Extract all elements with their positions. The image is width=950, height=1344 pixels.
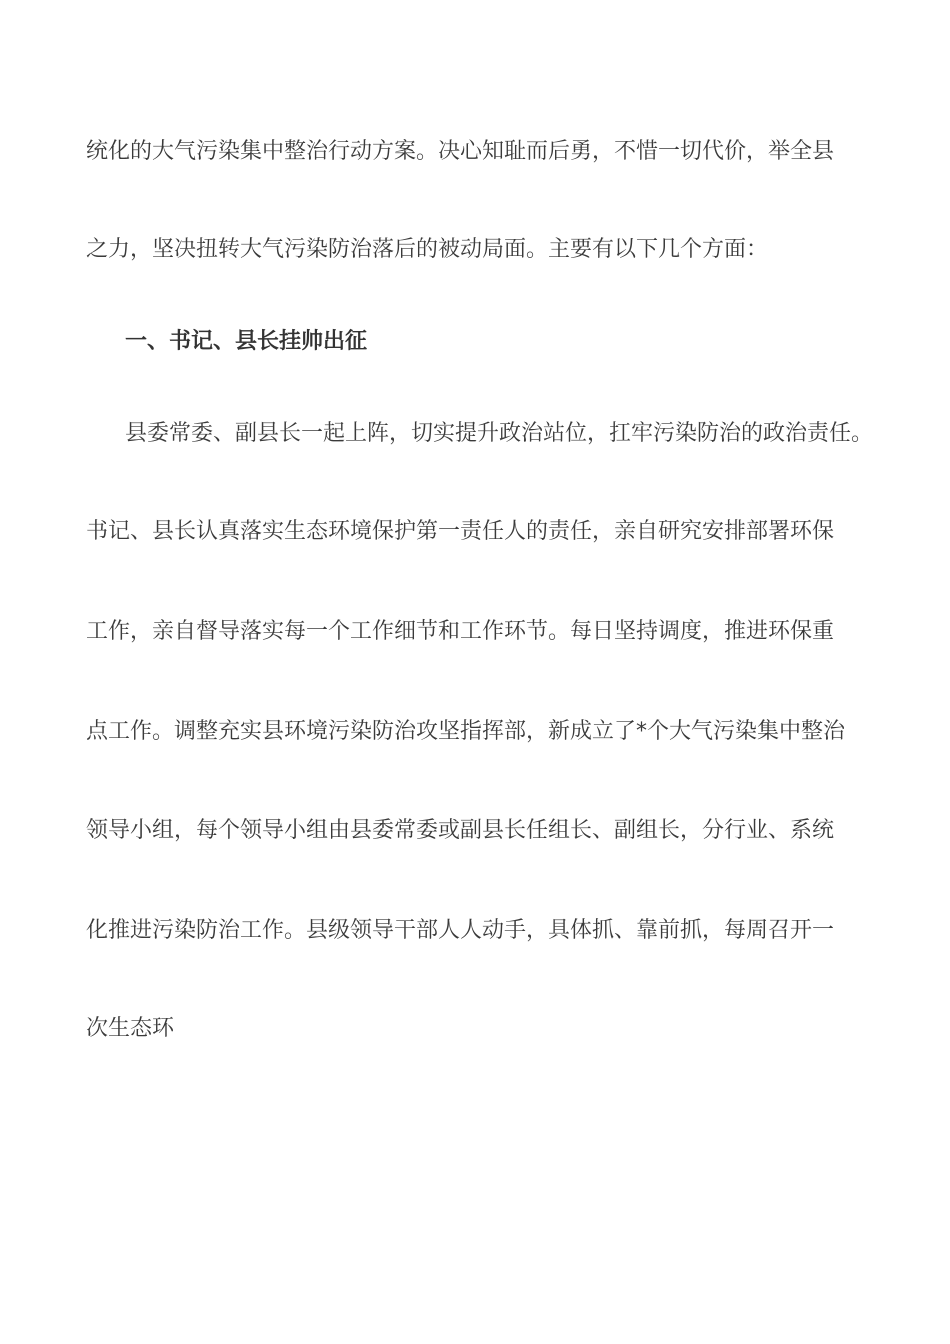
body-text-line-9: 次生态环 — [86, 1016, 175, 1041]
body-text-line-1: 统化的大气污染集中整治行动方案。决心知耻而后勇，不惜一切代价，举全县 — [86, 139, 835, 164]
body-text-line-7: 领导小组，每个领导小组由县委常委或副县长任组长、副组长，分行业、系统 — [86, 818, 835, 843]
body-text-line-4: 书记、县长认真落实生态环境保护第一责任人的责任，亲自研究安排部署环保 — [86, 519, 835, 544]
body-text-line-6: 点工作。调整充实县环境污染防治攻坚指挥部，新成立了*个大气污染集中整治 — [86, 719, 846, 744]
body-text-line-3: 县委常委、副县长一起上阵，切实提升政治站位，扛牢污染防治的政治责任。 — [125, 421, 874, 446]
body-text-line-5: 工作，亲自督导落实每一个工作细节和工作环节。每日坚持调度，推进环保重 — [86, 619, 835, 644]
body-text-line-2: 之力，坚决扭转大气污染防治落后的被动局面。主要有以下几个方面： — [86, 237, 769, 262]
section-heading: 一、书记、县长挂帅出征 — [125, 329, 368, 354]
body-text-line-8: 化推进污染防治工作。县级领导干部人人动手，具体抓、靠前抓，每周召开一 — [86, 918, 835, 943]
